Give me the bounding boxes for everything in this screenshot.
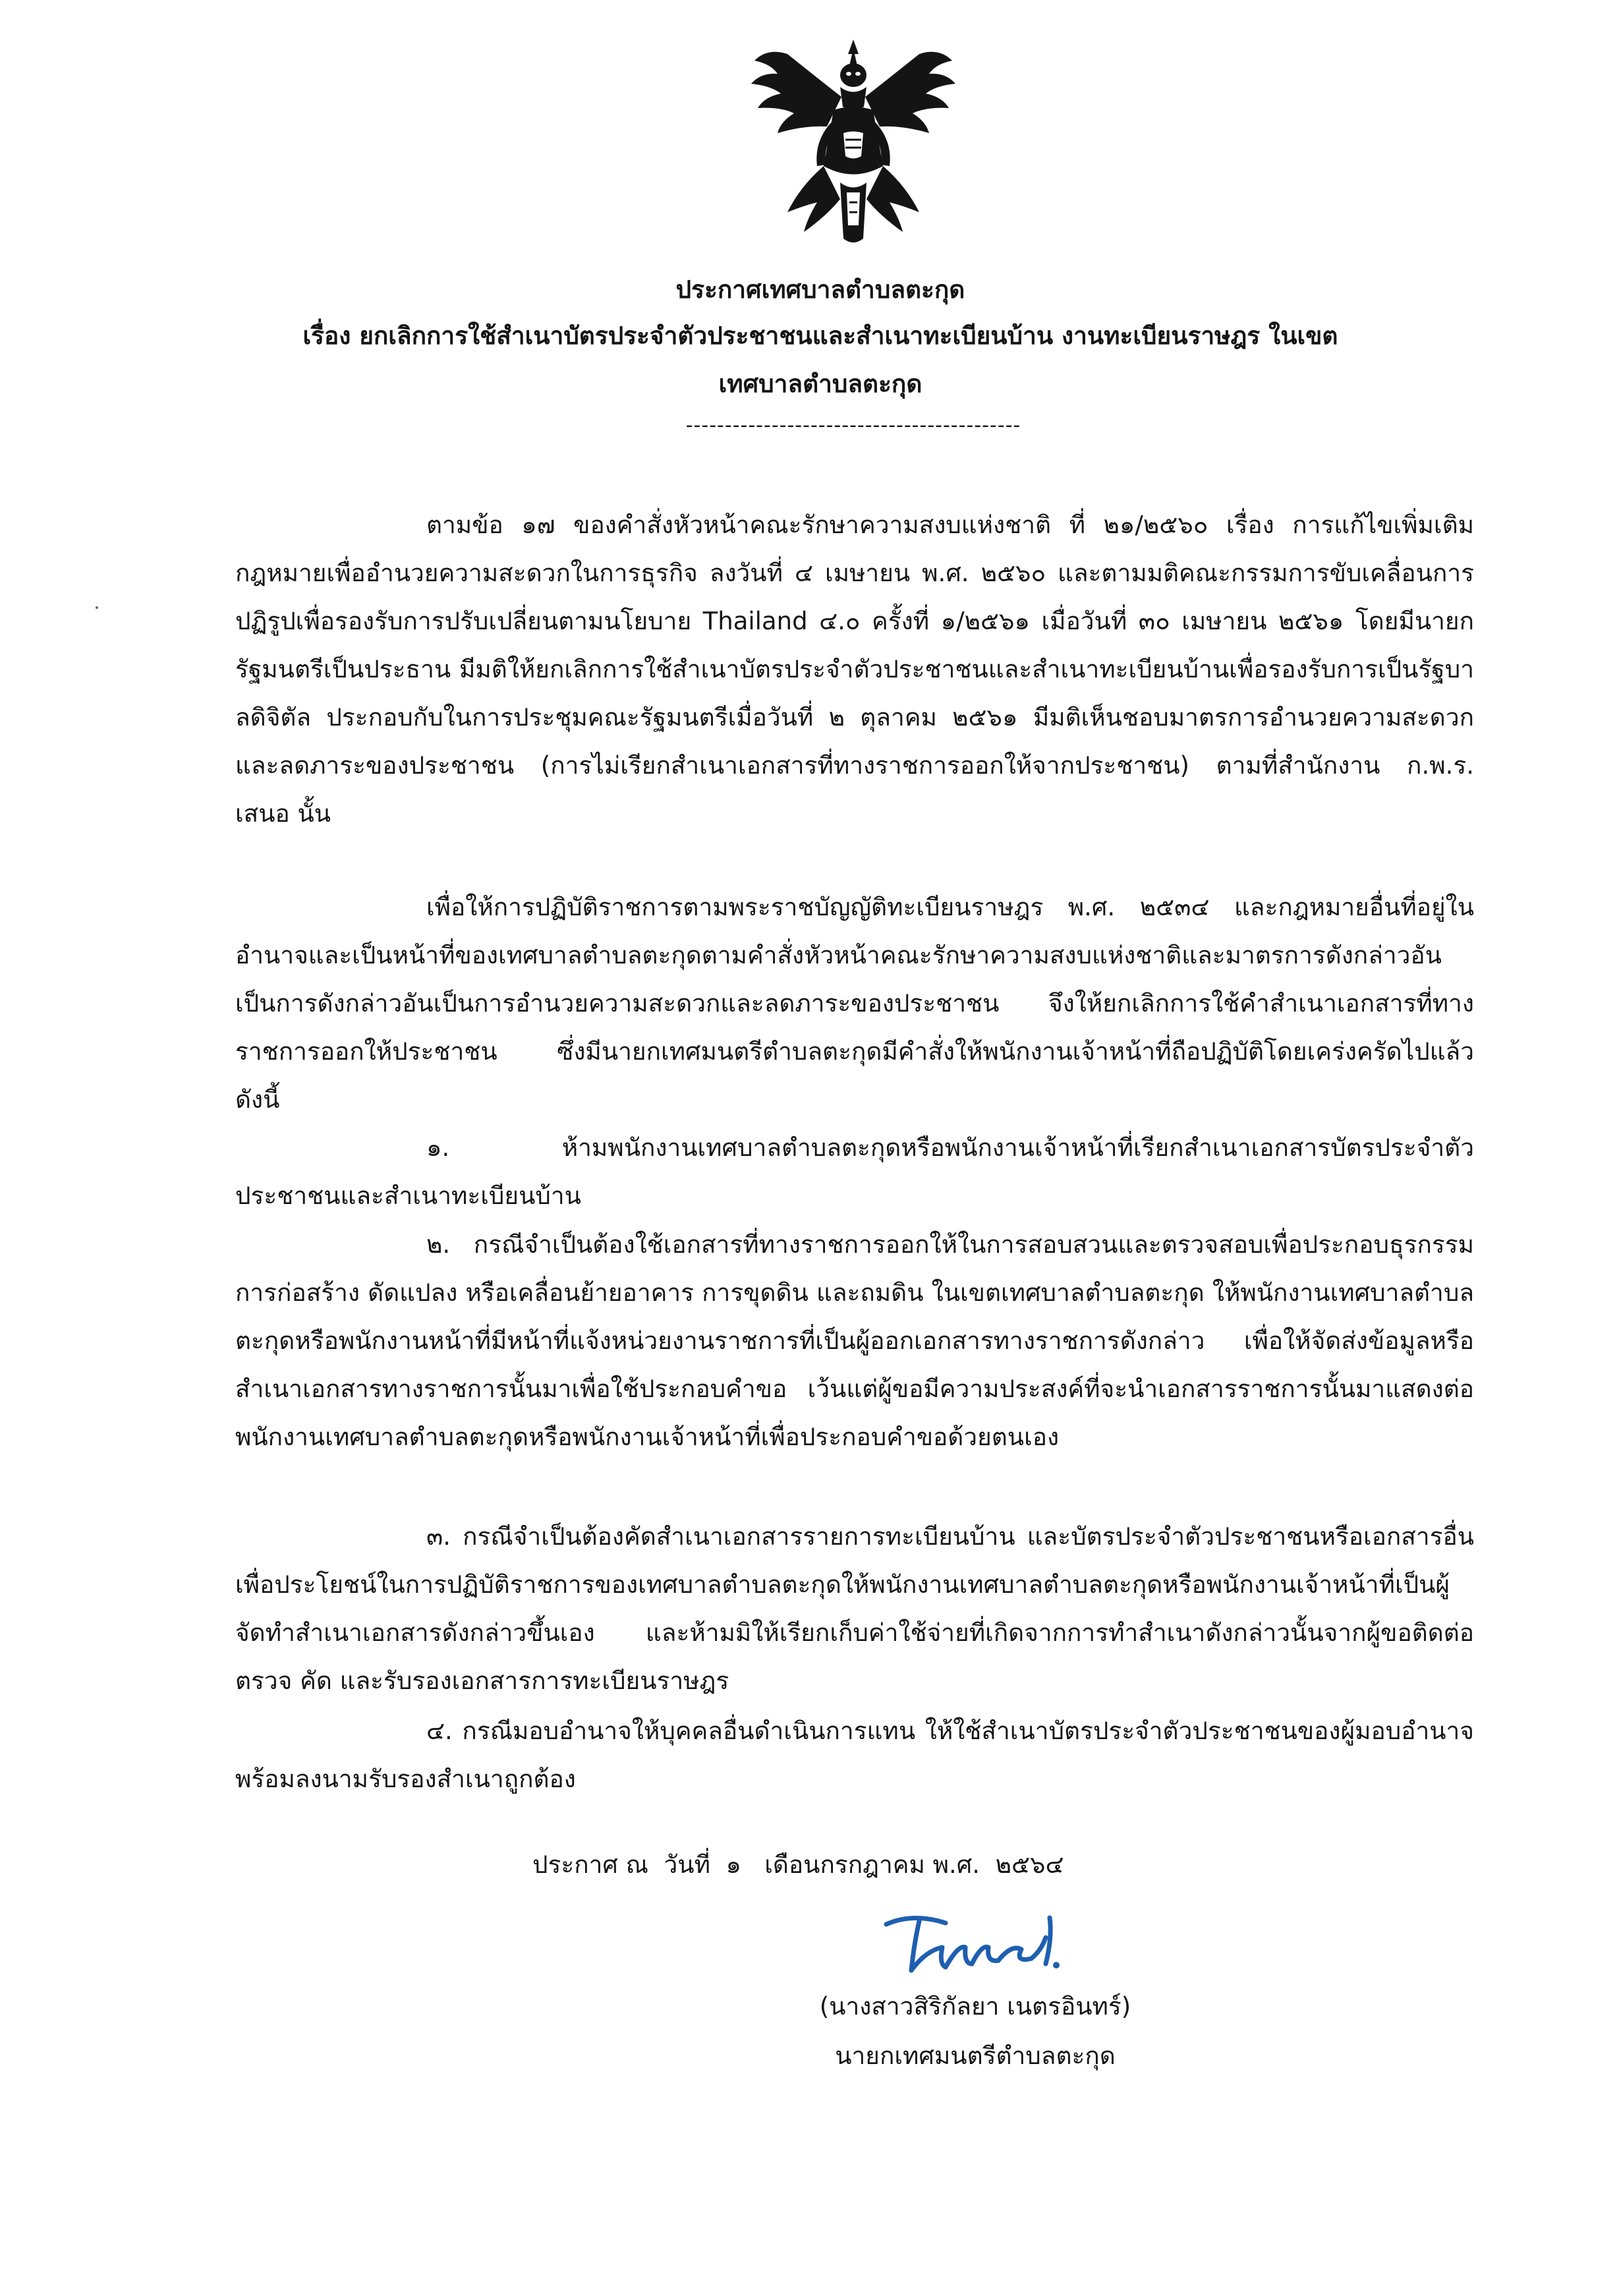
subject-heading: เรื่อง ยกเลิกการใช้สำเนาบัตรประจำตัวประชาชนและสำเนาทะเบียนบ้าน งานทะเบียนราษฎร ในเขต	[302, 322, 1338, 350]
paragraph-1: ตามข้อ ๑๗ ของคำสั่งหัวหน้าคณะรักษาความสงบแห่งชาติ ที่ ๒๑/๒๕๖๐ เรื่อง การแก้ไขเพิ่มเติมกฎหมายเพื่ออำนวยความสะดวกในการธุรกิจ ลงวันที่ ๔ เมษายน พ.ศ. ๒๕๖๐ และตามมติคณะกรรมการขับเคลื่อนการปฏิรูปเพื่อรองรับการปรับเปลี่ยนตามนโยบาย Thailand ๔.๐ ครั้งที่ ๑/๒๕๖๑ เมื่อวันที่ ๓๐ เมษายน ๒๕๖๑ โดยมีนายกรัฐมนตรีเป็นประธาน มีมติให้ยกเลิกการใช้สำเนาบัตรประจำตัวประชาชนและสำเนาทะเบียนบ้านเพื่อรองรับการเป็นรัฐบาลดิจิตัล ประกอบกับในการประชุมคณะรัฐมนตรีเมื่อวันที่ ๒ ตุลาคม ๒๕๖๑ มีมติเห็นชอบมาตรการอำนวยความสะดวกและลดภาระของประชาชน (การไม่เรียกสำเนาเอกสารที่ทางราชการออกให้จากประชาชน) ตามที่สำนักงาน ก.พ.ร. เสนอ นั้น	[235, 511, 1474, 828]
signer-title: นายกเทศมนตรีตำบลตะกุด	[835, 2042, 1116, 2070]
agency-heading: ประกาศเทศบาลตำบลตะกุด	[675, 275, 965, 304]
list-item-2: ๒. กรณีจำเป็นต้องใช้เอกสารที่ทางราชการออกให้ในการสอบสวนและตรวจสอบเพื่อประกอบธุรกรรมการก่อสร้าง ดัดแปลง หรือเคลื่อนย้ายอาคาร การขุดดิน และถมดิน ในเขตเทศบาลตำบลตะกุด ให้พนักงานเทศบาลตำบลตะกุดหรือพนักงานหน้าที่มีหน้าที่แจ้งหน่วยงานราชการที่เป็นผู้ออกเอกสารทางราชการดังกล่าว เพื่อให้จัดส่งข้อมูลหรือสำเนาเอกสารทางราชการนั้นมาเพื่อใช้ประกอบคำขอ เว้นแต่ผู้ขอมีความประสงค์ที่จะนำเอกสารราชการนั้นมาแสดงต่อพนักงานเทศบาลตำบลตะกุดหรือพนักงานเจ้าหน้าที่เพื่อประกอบคำขอด้วยตนเอง	[235, 1230, 1474, 1451]
list-item-4: ๔. กรณีมอบอำนาจให้บุคคลอื่นดำเนินการแทน ให้ใช้สำเนาบัตรประจำตัวประชาชนของผู้มอบอำนาจ พร้อมลงนามรับรองสำเนาถูกต้อง	[235, 1717, 1474, 1793]
subject-heading-continued: เทศบาลตำบลตะกุด	[718, 370, 923, 398]
garuda-emblem-icon	[741, 34, 965, 252]
list-item-3: ๓. กรณีจำเป็นต้องคัดสำเนาเอกสารรายการทะเบียนบ้าน และบัตรประจำตัวประชาชนหรือเอกสารอื่น เพื่อประโยชน์ในการปฏิบัติราชการของเทศบาลตำบลตะกุดให้พนักงานเทศบาลตำบลตะกุดหรือพนักงานเจ้าหน้าที่เป็นผู้จัดทำสำเนาเอกสารดังกล่าวขึ้นเอง และห้ามมิให้เรียกเก็บค่าใช้จ่ายที่เกิดจากการทำสำเนาดังกล่าวนั้นจากผู้ขอติดต่อตรวจ คัด และรับรองเอกสารการทะเบียนราษฎร	[235, 1522, 1474, 1695]
list-item-1: ๑. ห้ามพนักงานเทศบาลตำบลตะกุดหรือพนักงานเจ้าหน้าที่เรียกสำเนาเอกสารบัตรประจำตัวประชาชนและสำเนาทะเบียนบ้าน	[235, 1134, 1474, 1210]
signer-name: (นางสาวสิริกัลยา เนตรอินทร์)	[819, 1992, 1131, 2021]
paragraph-2: เพื่อให้การปฏิบัติราชการตามพระราชบัญญัติทะเบียนราษฎร พ.ศ. ๒๕๓๔ และกฎหมายอื่นที่อยู่ในอำนาจและเป็นหน้าที่ของเทศบาลตำบลตะกุดตามคำสั่งหัวหน้าคณะรักษาความสงบแห่งชาติและมาตรการดังกล่าวอันเป็นการดังกล่าวอันเป็นการอำนวยความสะดวกและลดภาระของประชาชน จึงให้ยกเลิกการใช้คำสำเนาเอกสารที่ทางราชการออกให้ประชาชน ซึ่งมีนายกเทศมนตรีตำบลตะกุดมีคำสั่งให้พนักงานเจ้าหน้าที่ถือปฏิบัติโดยเคร่งครัดไปแล้ว ดังนี้	[235, 893, 1474, 1114]
scan-speck	[96, 606, 98, 609]
handwritten-signature	[873, 1898, 1091, 1984]
announcement-date: ประกาศ ณ วันที่ ๑ เดือนกรกฎาคม พ.ศ. ๒๕๖๔	[532, 1851, 1064, 1879]
heading-divider: -------------------------------------------	[685, 414, 1021, 437]
